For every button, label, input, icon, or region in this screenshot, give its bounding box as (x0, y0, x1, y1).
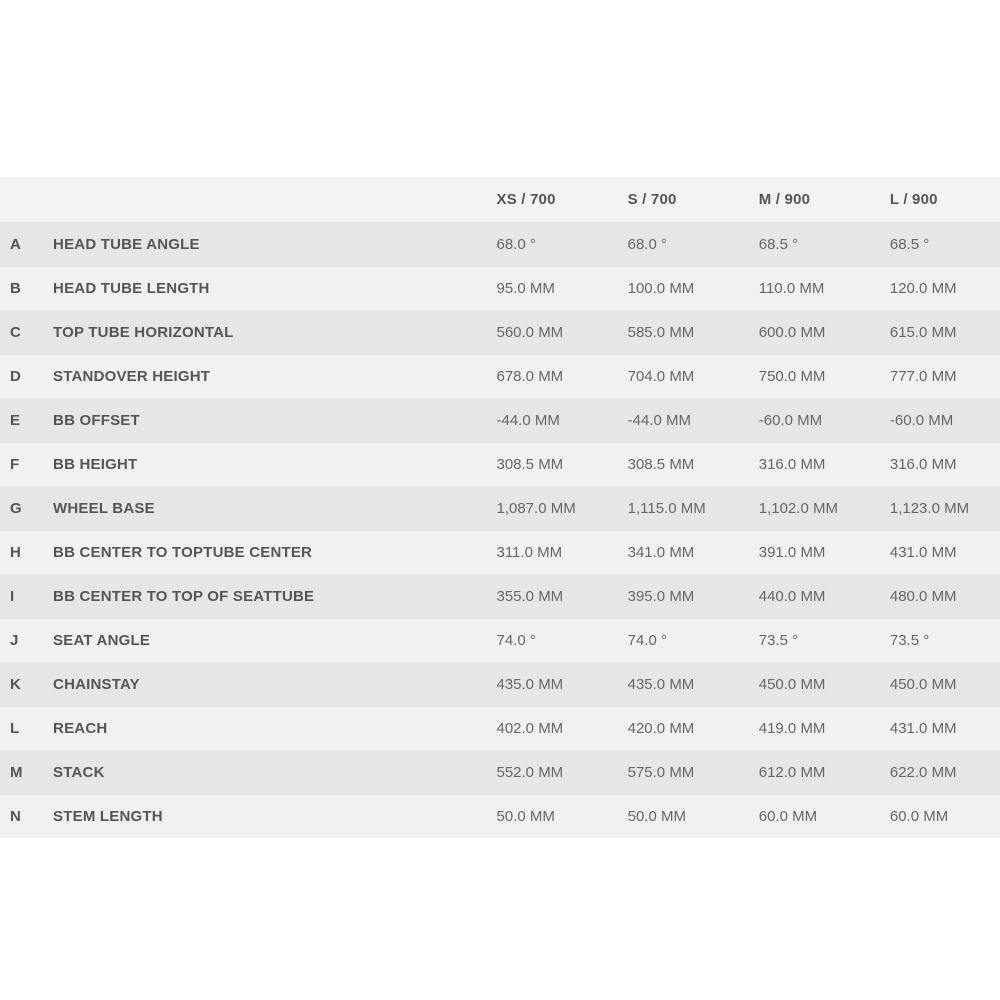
row-value-cell: 1,087.0 MM (496, 500, 576, 517)
row-value-cell: 750.0 MM (758, 368, 826, 385)
row-value-cell: 355.0 MM (496, 588, 564, 605)
row-letter: G (10, 500, 22, 517)
table-row (0, 223, 1000, 267)
row-value-cell: 704.0 MM (627, 368, 695, 385)
row-letter: L (10, 720, 20, 737)
row-value-cell: 316.0 MM (758, 456, 826, 473)
header-letter (0, 177, 53, 223)
table-row (0, 707, 1000, 751)
row-value-cell: 74.0 ° (496, 632, 536, 649)
row-measurement-name: WHEEL BASE (53, 500, 155, 517)
row-value-cell: 74.0 ° (627, 632, 667, 649)
row-value-cell: 585.0 MM (627, 324, 695, 341)
row-value-cell: 480.0 MM (889, 588, 957, 605)
row-value-cell: 435.0 MM (496, 676, 564, 693)
row-value-cell: 73.5 ° (758, 632, 799, 649)
row-value-cell: 450.0 MM (889, 676, 957, 693)
table-body (0, 223, 1000, 839)
row-letter: F (10, 456, 20, 473)
row-measurement-name: BB CENTER TO TOPTUBE CENTER (53, 544, 313, 561)
row-value-cell: 68.5 ° (758, 236, 799, 253)
row-measurement-name: SEAT ANGLE (53, 632, 151, 649)
row-measurement-name: TOP TUBE HORIZONTAL (53, 324, 234, 341)
row-value-cell: 622.0 MM (889, 764, 957, 781)
row-value-cell: 612.0 MM (758, 764, 826, 781)
table-row (0, 531, 1000, 575)
row-value-cell: -44.0 MM (627, 412, 691, 429)
row-value-cell: 575.0 MM (627, 764, 695, 781)
row-value-cell: 68.5 ° (889, 236, 930, 253)
row-value-cell: 68.0 ° (496, 236, 536, 253)
table-row (0, 575, 1000, 619)
row-value-cell: 678.0 MM (496, 368, 564, 385)
row-value-cell: 308.5 MM (627, 456, 695, 473)
row-measurement-name: BB OFFSET (53, 412, 140, 429)
row-value-cell: 73.5 ° (889, 632, 930, 649)
row-letter: J (10, 632, 19, 649)
row-value-cell: 431.0 MM (889, 720, 957, 737)
row-value-cell: 316.0 MM (889, 456, 957, 473)
row-letter: H (10, 544, 21, 561)
row-value-cell: 100.0 MM (627, 280, 695, 297)
row-measurement-name: STANDOVER HEIGHT (53, 368, 211, 385)
table-row (0, 751, 1000, 795)
row-value-cell: 341.0 MM (627, 544, 695, 561)
row-value-cell: 50.0 MM (627, 808, 686, 825)
row-value-cell: 120.0 MM (889, 280, 957, 297)
row-measurement-name: BB HEIGHT (53, 456, 138, 473)
row-value-cell: -44.0 MM (496, 412, 560, 429)
table-row (0, 487, 1000, 531)
row-letter: M (10, 764, 23, 781)
row-value-cell: 435.0 MM (627, 676, 695, 693)
row-value-cell: -60.0 MM (758, 412, 823, 429)
table-row (0, 399, 1000, 443)
row-value-cell: 110.0 MM (758, 280, 825, 297)
table-row (0, 311, 1000, 355)
row-value-cell: 450.0 MM (758, 676, 826, 693)
table-row (0, 443, 1000, 487)
row-value-cell: 440.0 MM (758, 588, 826, 605)
row-value-cell: 311.0 MM (496, 544, 563, 561)
header-size-s: S / 700 (627, 191, 677, 208)
row-value-cell: 395.0 MM (627, 588, 695, 605)
table-row (0, 355, 1000, 399)
row-value-cell: 60.0 MM (889, 808, 949, 825)
row-letter: A (10, 236, 21, 253)
row-measurement-name: STEM LENGTH (53, 808, 163, 825)
row-value-cell: 615.0 MM (889, 324, 957, 341)
header-size-l: L / 900 (889, 191, 938, 208)
row-value-cell: 1,123.0 MM (889, 500, 970, 517)
header-name (53, 177, 496, 223)
header-size-xs: XS / 700 (496, 191, 556, 208)
row-measurement-name: HEAD TUBE LENGTH (53, 280, 210, 297)
row-value-cell: 308.5 MM (496, 456, 564, 473)
row-letter: E (10, 412, 21, 429)
row-letter: N (10, 808, 21, 825)
geometry-table (0, 177, 1000, 838)
row-value-cell: 95.0 MM (496, 280, 555, 297)
row-letter: D (10, 368, 21, 385)
row-value-cell: 777.0 MM (889, 368, 957, 385)
row-measurement-name: REACH (53, 720, 108, 737)
row-value-cell: 50.0 MM (496, 808, 555, 825)
row-value-cell: 560.0 MM (496, 324, 564, 341)
row-value-cell: 420.0 MM (627, 720, 695, 737)
table-row (0, 267, 1000, 311)
row-measurement-name: BB CENTER TO TOP OF SEATTUBE (53, 588, 315, 605)
row-measurement-name: STACK (53, 764, 105, 781)
row-value-cell: 391.0 MM (758, 544, 826, 561)
row-value-cell: 600.0 MM (758, 324, 826, 341)
row-value-cell: 1,102.0 MM (758, 500, 838, 517)
row-letter: B (10, 280, 21, 297)
row-letter: C (10, 324, 21, 341)
row-value-cell: 60.0 MM (758, 808, 818, 825)
row-measurement-name: CHAINSTAY (53, 676, 140, 693)
row-letter: I (10, 588, 15, 605)
table-row (0, 795, 1000, 839)
row-value-cell: 402.0 MM (496, 720, 564, 737)
row-measurement-name: HEAD TUBE ANGLE (53, 236, 200, 253)
table-row (0, 663, 1000, 707)
table-header-row (0, 177, 1000, 223)
header-size-m: M / 900 (758, 191, 811, 208)
row-value-cell: 419.0 MM (758, 720, 826, 737)
row-value-cell: 1,115.0 MM (627, 500, 706, 517)
row-value-cell: 431.0 MM (889, 544, 957, 561)
row-letter: K (10, 676, 21, 693)
row-value-cell: 552.0 MM (496, 764, 564, 781)
row-value-cell: 68.0 ° (627, 236, 667, 253)
row-value-cell: -60.0 MM (889, 412, 954, 429)
table-row (0, 619, 1000, 663)
